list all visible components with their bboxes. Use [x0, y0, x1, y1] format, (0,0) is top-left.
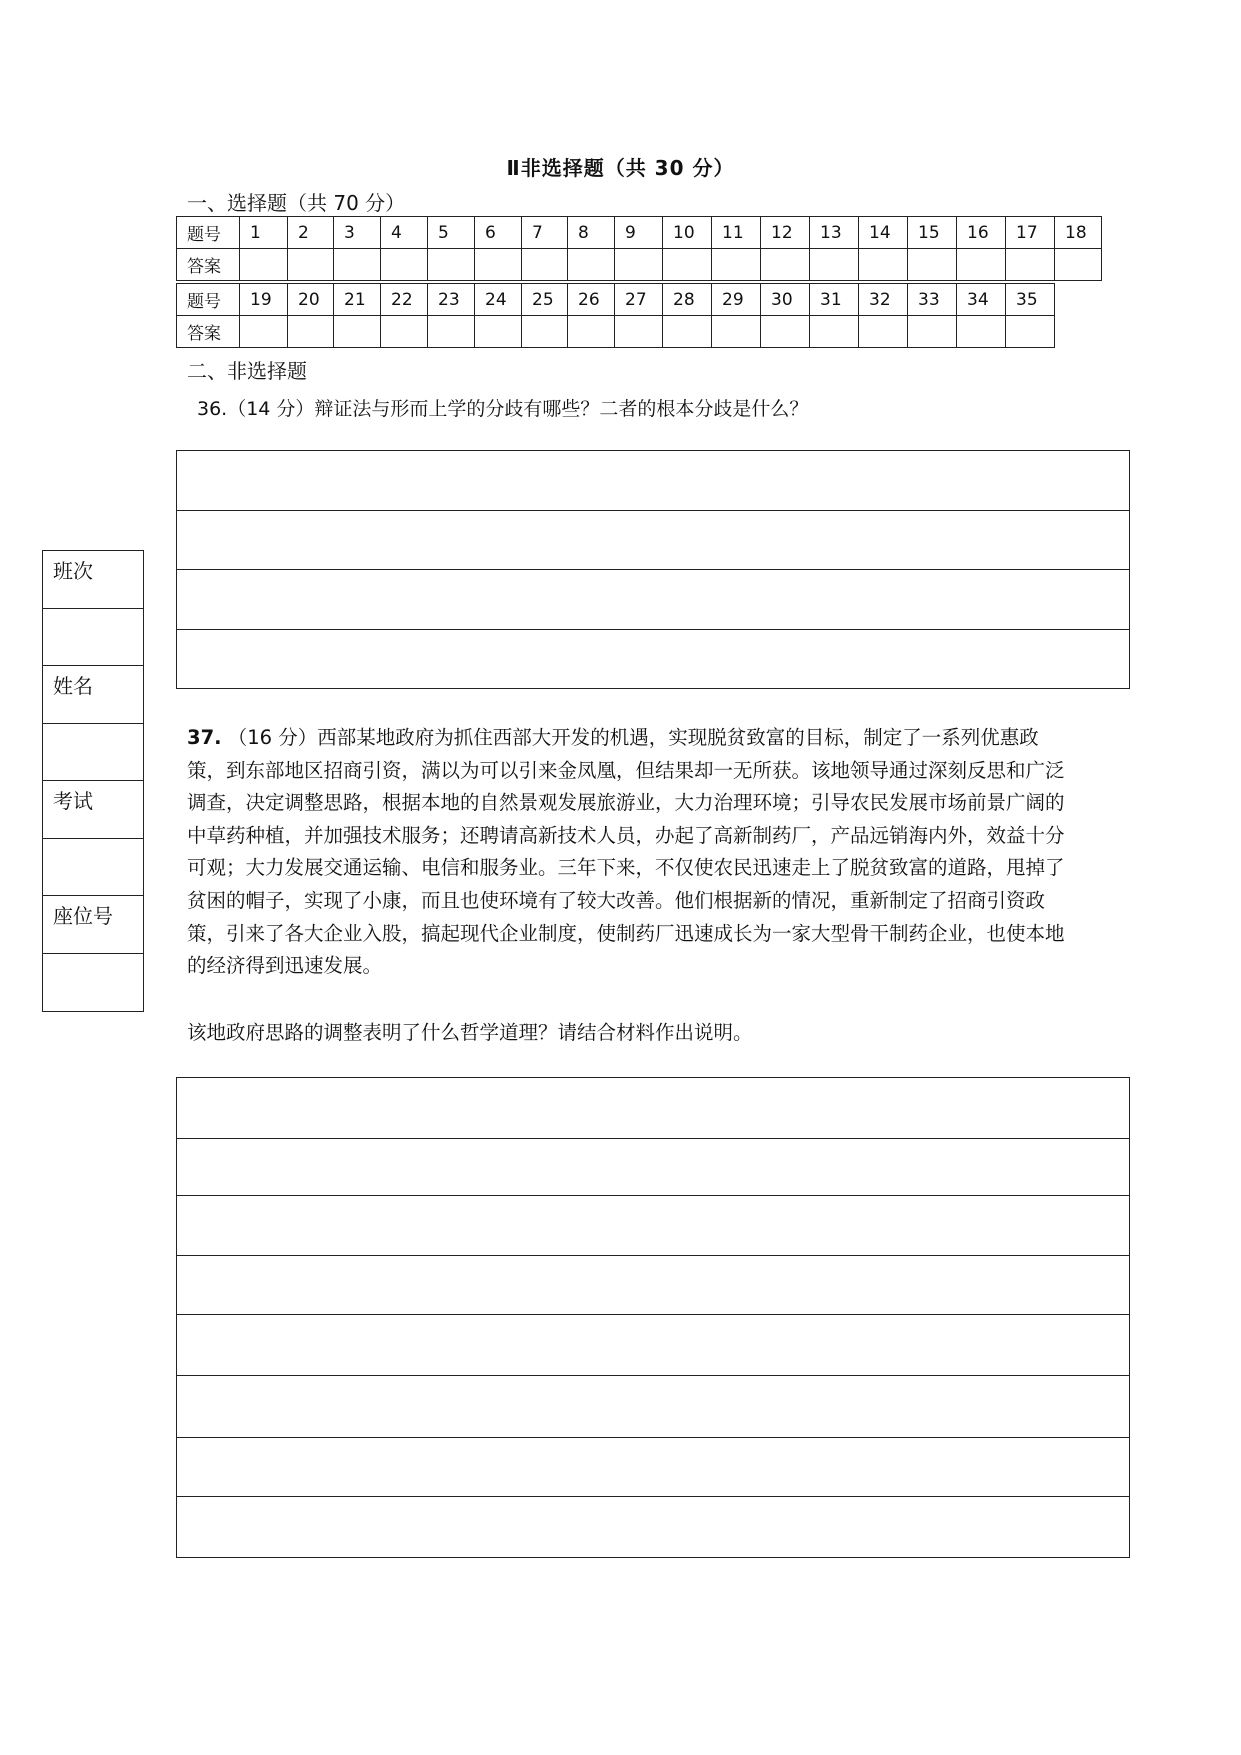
question-number: 14: [859, 217, 908, 249]
question-number: 5: [428, 217, 475, 249]
question-number: 33: [908, 284, 957, 316]
answer-cell[interactable]: [1006, 249, 1055, 281]
row-label: 题号: [177, 217, 240, 249]
section-nonchoice-heading: 二、非选择题: [187, 359, 307, 383]
row-label: 答案: [177, 249, 240, 281]
answer-line: [177, 569, 1129, 570]
answer-cell[interactable]: [475, 316, 522, 348]
student-info-box: [42, 550, 144, 1012]
question-number: 19: [240, 284, 288, 316]
class-field[interactable]: [43, 609, 143, 667]
answer-cell[interactable]: [957, 316, 1006, 348]
answer-cell[interactable]: [957, 249, 1006, 281]
answer-cell[interactable]: [615, 249, 663, 281]
answer-cell[interactable]: [334, 316, 381, 348]
section-choice-heading: 一、选择题（共 70 分）: [187, 191, 406, 215]
answer-cell[interactable]: [908, 249, 957, 281]
question-number: 2: [288, 217, 334, 249]
question-number: 32: [859, 284, 908, 316]
question-number: 31: [810, 284, 859, 316]
question-number: 35: [1006, 284, 1055, 316]
answer-line: [177, 1138, 1129, 1139]
question-number: 21: [334, 284, 381, 316]
answer-grid-1: [176, 216, 1102, 281]
answer-cell[interactable]: [381, 316, 428, 348]
question-number: 6: [475, 217, 522, 249]
question-number: 20: [288, 284, 334, 316]
answer-cell[interactable]: [663, 249, 712, 281]
answer-cell[interactable]: [381, 249, 428, 281]
answer-cell[interactable]: [859, 316, 908, 348]
answer-cell[interactable]: [859, 249, 908, 281]
question-number: 26: [568, 284, 615, 316]
answer-cell[interactable]: [568, 249, 615, 281]
question-number: 7: [522, 217, 568, 249]
question-37-number: 37.: [187, 726, 222, 749]
question-number: 12: [761, 217, 810, 249]
seat-field[interactable]: [43, 954, 143, 1012]
answer-cell[interactable]: [712, 249, 761, 281]
answer-cell[interactable]: [288, 316, 334, 348]
page-title: Ⅱ非选择题（共 30 分）: [506, 156, 735, 180]
question-number: 9: [615, 217, 663, 249]
name-field[interactable]: [43, 724, 143, 782]
question-number: 23: [428, 284, 475, 316]
answer-cell[interactable]: [761, 316, 810, 348]
answer-cell[interactable]: [1006, 316, 1055, 348]
exam-label: 考试: [43, 781, 143, 839]
answer-row: [177, 316, 1055, 348]
answer-cell[interactable]: [810, 316, 859, 348]
answer-cell[interactable]: [522, 316, 568, 348]
question-number: 3: [334, 217, 381, 249]
question-number: 18: [1055, 217, 1102, 249]
answer-cell[interactable]: [428, 316, 475, 348]
question-number: 28: [663, 284, 712, 316]
answer-cell[interactable]: [475, 249, 522, 281]
question-number: 8: [568, 217, 615, 249]
answer-line: [177, 1496, 1129, 1497]
answer-line: [177, 1314, 1129, 1315]
question-number: 24: [475, 284, 522, 316]
answer-cell[interactable]: [334, 249, 381, 281]
row-label: 答案: [177, 316, 240, 348]
question-37-body: （16 分）西部某地政府为抓住西部大开发的机遇，实现脱贫致富的目标，制定了一系列优惠政策，到东部地区招商引资，满以为可以引来金凤凰，但结果却一无所获。该地领导通过深刻反思和广泛调查，决定调整思路，根据本地的自然景观发展旅游业，大力治理环境；引导农民发展市场前景广阔的中草药种植，并加强技术服务；还聘请高新技术人员，办起了高新制药厂，产品远销海内外，效益十分可观；大力发展交通运输、电信和服务业。三年下来，不仅使农民迅速走上了脱贫致富的道路，甩掉了贫困的帽子，实现了小康，而且也使环境有了较大改善。他们根据新的情况，重新制定了招商引资政策，引来了各大企业入股，搞起现代企业制度，使制药厂迅速成长为一家大型骨干制药企业，也使本地的经济得到迅速发展。: [187, 726, 1065, 978]
answer-cell[interactable]: [428, 249, 475, 281]
answer-cell[interactable]: [288, 249, 334, 281]
class-label: 班次: [43, 551, 143, 609]
answer-grid-2: [176, 283, 1055, 348]
question-number: 4: [381, 217, 428, 249]
question-number: 34: [957, 284, 1006, 316]
answer-cell[interactable]: [908, 316, 957, 348]
question-number: 27: [615, 284, 663, 316]
question-number: 25: [522, 284, 568, 316]
answer-cell[interactable]: [568, 316, 615, 348]
answer-cell[interactable]: [761, 249, 810, 281]
question-36: 36.（14 分）辩证法与形而上学的分歧有哪些？二者的根本分歧是什么？: [197, 398, 809, 420]
answer-box-37[interactable]: [176, 1077, 1130, 1558]
question-37: [187, 722, 1067, 983]
question-number: 22: [381, 284, 428, 316]
answer-line: [177, 1375, 1129, 1376]
question-number: 29: [712, 284, 761, 316]
question-number: 1: [240, 217, 288, 249]
question-number: 11: [712, 217, 761, 249]
question-number: 13: [810, 217, 859, 249]
exam-field[interactable]: [43, 839, 143, 897]
answer-cell[interactable]: [240, 316, 288, 348]
answer-line: [177, 510, 1129, 511]
number-row: [177, 284, 1055, 316]
question-number: 17: [1006, 217, 1055, 249]
question-number: 30: [761, 284, 810, 316]
question-number: 15: [908, 217, 957, 249]
answer-line: [177, 1195, 1129, 1196]
answer-cell[interactable]: [810, 249, 859, 281]
answer-cell[interactable]: [712, 316, 761, 348]
seat-label: 座位号: [43, 896, 143, 954]
number-row: [177, 217, 1102, 249]
answer-cell[interactable]: [522, 249, 568, 281]
answer-row: [177, 249, 1102, 281]
question-number: 10: [663, 217, 712, 249]
answer-line: [177, 1255, 1129, 1256]
answer-cell[interactable]: [240, 249, 288, 281]
answer-line: [177, 629, 1129, 630]
answer-cell[interactable]: [663, 316, 712, 348]
answer-line: [177, 1437, 1129, 1438]
row-label: 题号: [177, 284, 240, 316]
question-number: 16: [957, 217, 1006, 249]
question-37-prompt: 该地政府思路的调整表明了什么哲学道理？请结合材料作出说明。: [187, 1021, 753, 1044]
answer-box-36[interactable]: [176, 450, 1130, 689]
answer-cell[interactable]: [615, 316, 663, 348]
answer-cell[interactable]: [1055, 249, 1102, 281]
name-label: 姓名: [43, 666, 143, 724]
